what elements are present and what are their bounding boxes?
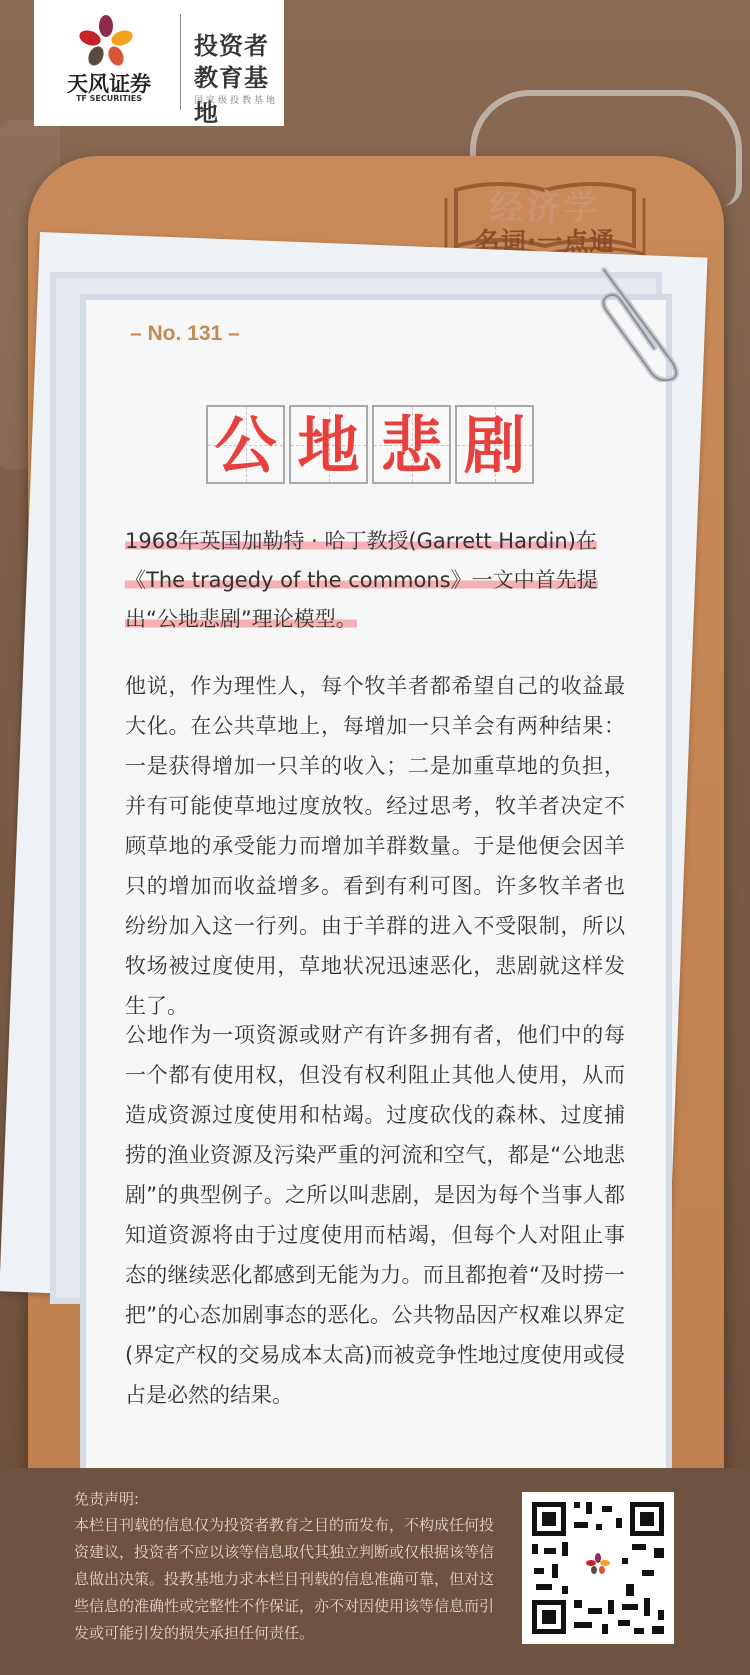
logo-divider bbox=[180, 14, 181, 110]
disclaimer-text: 本栏目刊载的信息仅为投资者教育之目的而发布，不构成任何投资建议，投资者不应以该等信息取代其独立判断或仅根据该等信息做出决策。投教基地力求本栏目刊载的信息准确可靠，但对这些信息的准确性或完整性不作保证，亦不对因使用该等信息而引发或可能引发的损失承担任何责任。 bbox=[74, 1516, 495, 1642]
brand-name-en: TF SECURITIES bbox=[75, 94, 143, 103]
title-char: 公 bbox=[214, 409, 277, 482]
title-char: 剧 bbox=[463, 409, 526, 482]
flower-logo-icon bbox=[76, 14, 136, 70]
qr-code-icon bbox=[522, 1492, 674, 1644]
column-badge bbox=[436, 176, 654, 258]
base-title-line1: 投资者 bbox=[194, 32, 269, 60]
title-char-box bbox=[372, 405, 451, 484]
issue-number: – No. 131 – bbox=[130, 322, 240, 345]
disclaimer-title: 免责声明: bbox=[74, 1490, 140, 1508]
paperclip-icon bbox=[594, 262, 686, 382]
article-title bbox=[206, 405, 534, 485]
intro-highlight: 1968年英国加勒特 · 哈丁教授(Garrett Hardin)在《The tragedy of the commons》一文中首先提出“公地悲剧”理论模型。 bbox=[125, 529, 598, 631]
base-subtitle: 国家级投教基地 bbox=[194, 96, 279, 106]
title-char-box bbox=[206, 405, 285, 484]
title-char-box bbox=[455, 405, 534, 484]
badge-title: 经济学 bbox=[489, 188, 601, 228]
title-char: 悲 bbox=[380, 409, 443, 482]
intro-paragraph bbox=[125, 522, 625, 639]
body-paragraph-1: 他说，作为理性人，每个牧羊者都希望自己的收益最大化。在公共草地上，每增加一只羊会有两种结果：一是获得增加一只羊的收入；二是加重草地的负担，并有可能使草地过度放牧。经过思考，牧羊者决定不顾草地的承受能力而增加羊群数量。于是他便会因羊只的增加而收益增多。看到有利可图。许多牧羊者也纷纷加入这一行列。由于羊群的进入不受限制，所以牧场被过度使用，草地状况迅速恶化，悲剧就这样发生了。 bbox=[125, 674, 625, 1018]
title-char: 地 bbox=[297, 409, 360, 482]
title-char-box bbox=[289, 405, 368, 484]
base-title-line2: 教育基地 bbox=[194, 64, 269, 127]
badge-subtitle: 名词·一点通 bbox=[474, 227, 616, 256]
body-paragraph-2: 公地作为一项资源或财产有许多拥有者，他们中的每一个都有使用权，但没有权利阻止其他人使用，从而造成资源过度使用和枯竭。过度砍伐的森林、过度捕捞的渔业资源及污染严重的河流和空气，都是“公地悲剧”的典型例子。之所以叫悲剧，是因为每个当事人都知道资源将由于过度使用而枯竭，但每个人对阻止事态的继续恶化都感到无能为力。而且都抱着“及时捞一把”的心态加剧事态的恶化。公共物品因产权难以界定(界定产权的交易成本太高)而被竞争性地过度使用或侵占是必然的结果。 bbox=[125, 1023, 625, 1407]
brand-name-cn: 天风证券 bbox=[67, 73, 151, 96]
brand-logo-box bbox=[34, 0, 284, 126]
